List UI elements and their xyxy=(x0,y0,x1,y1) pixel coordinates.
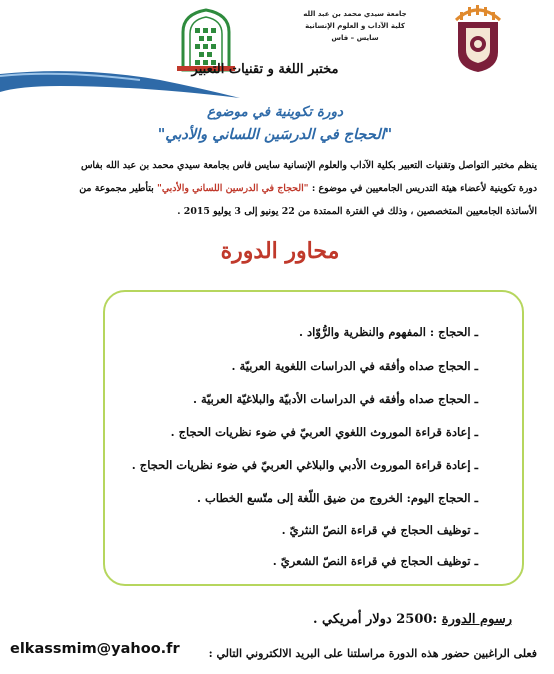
intro-line-2: دورة تكوينية لأعضاء هيئة التدريس الجامعيين في موضوع : "الحجاج في الدرسين اللساني والأدبي" بتأطير مجموعة من xyxy=(79,183,537,194)
axes-title: محاور الدورة xyxy=(220,238,340,264)
axis-item-1: ـ الحجاج : المفهوم والنظرية والرُّوّاد . xyxy=(299,325,478,339)
axis-item-4: ـ إعادة قراءة الموروث اللغوي العربيّ في ضوء نظريات الحجاج . xyxy=(170,425,478,439)
axis-item-5: ـ إعادة قراءة الموروث الأدبي والبلاغي العربيّ في ضوء نظريات الحجاج . xyxy=(131,458,478,472)
course-fee xyxy=(313,612,512,627)
intro-line-3: الأساتذة الجامعيين المتخصصين ، وذلك في الفترة الممتدة من 22 يونيو إلى 3 يوليو 2015 . xyxy=(177,206,537,217)
axes-list-box xyxy=(103,290,524,586)
fee-label: رسوم الدورة xyxy=(441,612,512,627)
course-topic: "الحجاج في الدرسَين اللساني والأدبي" xyxy=(157,126,393,143)
lab-name: مختبر اللغة و تقنيات التعبير xyxy=(191,62,339,77)
course-title: دورة تكوينية في موضوع xyxy=(207,104,343,120)
axis-item-2: ـ الحجاج صداه وأفقه في الدراسات اللغوية العربيّة . xyxy=(231,359,478,373)
campus-name: سايس – فاس xyxy=(331,34,379,42)
axis-item-3: ـ الحجاج صداه وأفقه في الدراسات الأدبيّة والبلاغيّة العربيّة . xyxy=(192,392,478,406)
fee-value: :2500 دولار أمريكي . xyxy=(313,612,442,627)
axis-item-6: ـ الحجاج اليوم: الخروج من ضيق اللّغة إلى متّسع الخطاب . xyxy=(197,491,478,505)
faculty-name: كلية الآداب و العلوم الإنسانية xyxy=(305,22,405,30)
contact-text: فعلى الراغبين حضور هذه الدورة مراسلتنا على البريد الالكتروني التالي : xyxy=(208,647,537,660)
university-name: جامعة سيدي محمد بن عبد الله xyxy=(303,10,407,18)
intro-line-1: ينظم مختبر التواصل وتقنيات التعبير بكلية الآداب والعلوم الإنسانية سايس فاس بجامعة سيدي محمد بن عبد الله بفاس xyxy=(80,160,537,171)
axis-item-7: ـ توظيف الحجاج في قراءة النصّ النثريّ . xyxy=(281,523,478,537)
intro-topic: "الحجاج في الدرسين اللساني والأدبي" xyxy=(156,183,309,194)
axis-item-8: ـ توظيف الحجاج في قراءة النصّ الشعريّ . xyxy=(272,554,478,568)
decorative-swoosh xyxy=(0,64,554,104)
contact-email[interactable]: elkassmim@yahoo.fr xyxy=(10,641,180,657)
